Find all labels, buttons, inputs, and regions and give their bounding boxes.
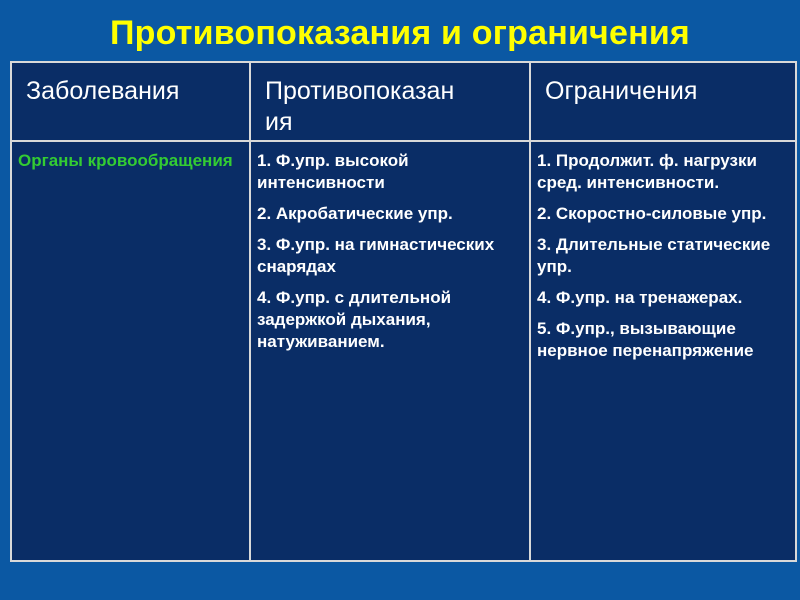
table-header-row [11,62,796,141]
contraindications-list [257,150,523,353]
restriction-item: 4. Ф.упр. на тренажерах. [537,288,743,307]
contraindication-item: 1. Ф.упр. высокой интенсивности [257,151,409,192]
contraindications-table [10,61,797,562]
cell-contraindications [250,141,530,561]
restrictions-list [537,150,789,362]
slide-title: Противопоказания и ограничения [110,14,690,52]
restriction-item: 1. Продолжит. ф. нагрузки сред. интенсивности. [537,151,757,192]
header-contraindications-text: Противопоказан ия [265,77,455,136]
contraindication-item: 2. Акробатические упр. [257,204,453,223]
table-row [11,141,796,561]
header-restrictions: Ограничения [530,62,796,141]
disease-name: Органы кровообращения [18,151,233,170]
contraindication-item: 3. Ф.упр. на гимнастических снарядах [257,235,495,276]
header-contraindications [250,62,530,141]
cell-restrictions [530,141,796,561]
restriction-item: 2. Скоростно-силовые упр. [537,204,767,223]
cell-disease [11,141,250,561]
restriction-item: 3. Длительные статические упр. [537,235,771,276]
restriction-item: 5. Ф.упр., вызывающие нервное перенапряжение [537,319,754,360]
contraindication-item: 4. Ф.упр. с длительной задержкой дыхания, натуживанием. [257,288,452,351]
header-diseases: Заболевания [11,62,250,141]
